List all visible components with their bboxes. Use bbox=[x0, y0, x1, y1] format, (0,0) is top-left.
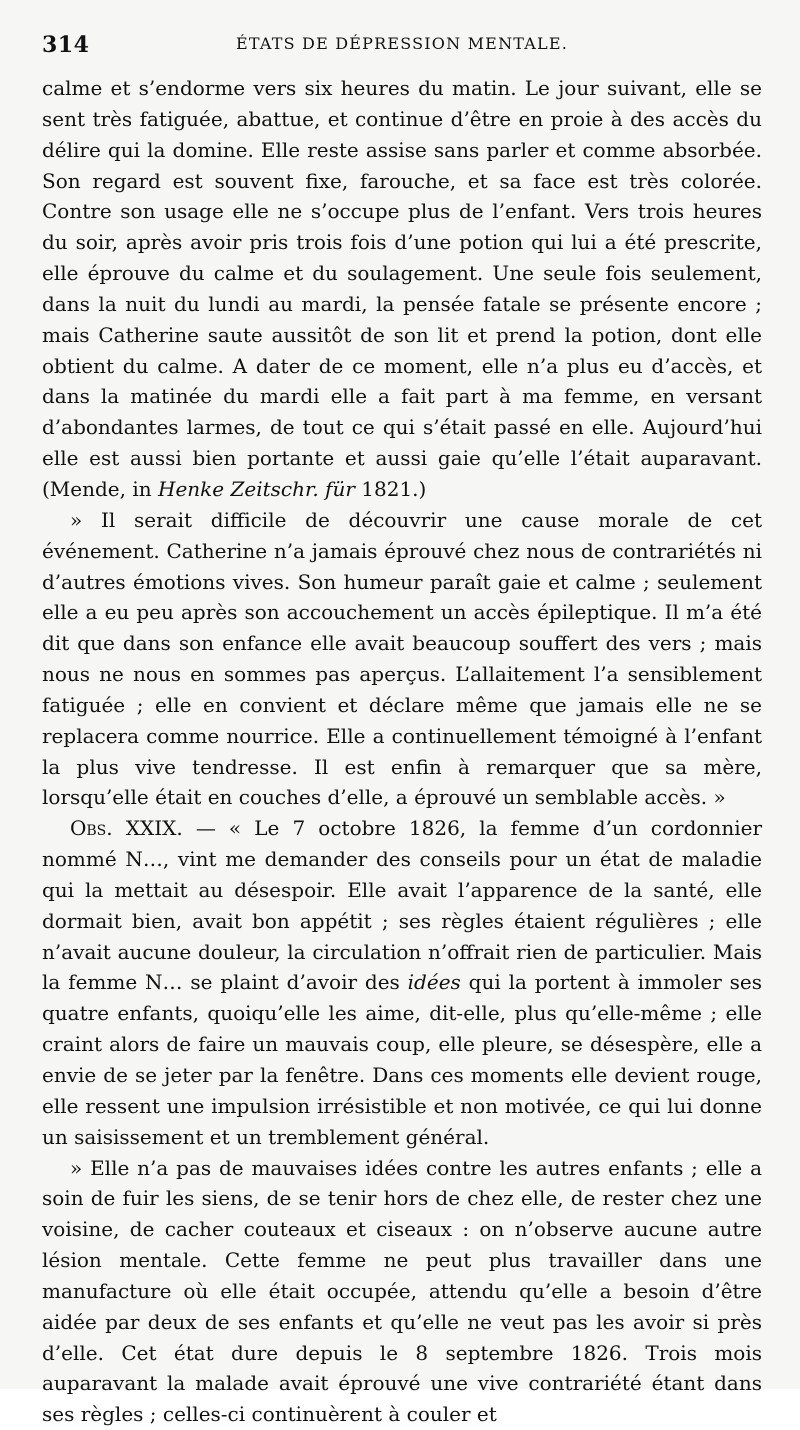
page-header bbox=[42, 32, 762, 62]
paragraph-1 bbox=[42, 73, 762, 505]
paragraph-1-citation: Henke Zeitschr. für bbox=[158, 476, 355, 501]
paragraph-3-text-a: — « Le 7 octobre 1826, la femme d’un cordonnier nommé N…, vint me demander des conseils pour un état de maladie qui la mettait au désespoir. Elle avait l’apparence de la santé, elle dormait bien, avait bon appétit ; ses règles étaient régulières ; elle n’avait aucune douleur, la circulation n’offrait rien de particulier. Mais la femme N… se plaint d’avoir des bbox=[42, 816, 763, 995]
paragraph-2: » Il serait difficile de découvrir une cause morale de cet événement. Catherine n’a jamais éprouvé chez nous de contrariétés ni d’autres émotions vives. Son humeur paraît gaie et calme ; seulement elle a eu peu après son accouchement un accès épileptique. Il m’a été dit que dans son enfance elle avait beaucoup souffert des vers ; mais nous ne nous en sommes pas aperçus. L’allaitement l’a sensiblement fatiguée ; elle en convient et déclare même que jamais elle ne se replacera comme nourrice. Elle a continuellement témoigné à l’enfant la plus vive tendresse. Il est enfin à remarquer que sa mère, lorsqu’elle était en couches d’elle, a éprouvé un semblable accès. » bbox=[42, 507, 762, 810]
paragraph-3 bbox=[42, 813, 762, 1152]
paragraph-4: » Elle n’a pas de mauvaises idées contre les autres enfants ; elle a soin de fuir les siens, de se tenir hors de chez elle, de rester chez une voisine, de cacher couteaux et ciseaux : on n’observe aucune autre lésion mentale. Cette femme ne peut plus travailler dans une manufacture où elle était occupée, attendu qu’elle a besoin d’être aidée par deux de ses enfants et qu’elle ne veut pas les avoir si près d’elle. Cet état dure depuis le 8 septembre 1826. Trois mois auparavant la malade avait éprouvé une vive contrariété étant dans ses règles ; celles-ci continuèrent à couler et bbox=[42, 1155, 762, 1427]
paragraph-3-emphasis: idées bbox=[407, 970, 461, 995]
paragraph-1-text-a: calme et s’endorme vers six heures du matin. Le jour suivant, elle se sent très fatiguée, abattue, et continue d’être en proie à des accès du délire qui la domine. Elle reste assise sans parler et comme absorbée. Son regard est souvent fixe, farouche, et sa face est très colorée. Contre son usage elle ne s’occupe plus de l’enfant. Vers trois heures du soir, après avoir pris trois fois d’une potion qui lui a été prescrite, elle éprouve du calme et du soulagement. Une seule fois seulement, dans la nuit du lundi au mardi, la pensée fatale se présente encore ; mais Catherine saute aussitôt de son lit et prend la potion, dont elle obtient du calme. A dater de ce moment, elle n’a plus eu d’accès, et dans la matinée du mardi elle a fait part à ma femme, en versant d’abondantes larmes, de tout ce qui s’était passé en elle. Aujourd’hui elle est aussi bien portante et aussi gaie qu’elle l’était auparavant. (Mende, in bbox=[42, 76, 762, 501]
paragraph-3-text-b: qui la portent à immoler ses quatre enfants, quoiqu’elle les aime, dit-elle, plus qu’elle-même ; elle craint alors de faire un mauvais coup, elle pleure, se désespère, elle a envie de se jeter par la fenêtre. Dans ces moments elle devient rouge, elle ressent une impulsion irrésistible et non motivée, ce qui lui donne un saisissement et un tremblement général. bbox=[42, 970, 762, 1149]
paragraph-1-text-b: 1821.) bbox=[354, 476, 427, 501]
body-text bbox=[42, 73, 762, 1430]
page-number: 314 bbox=[42, 32, 90, 58]
observation-label: Obs. XXIX. bbox=[70, 816, 183, 841]
running-title: ÉTATS DE DÉPRESSION MENTALE. bbox=[235, 34, 569, 53]
